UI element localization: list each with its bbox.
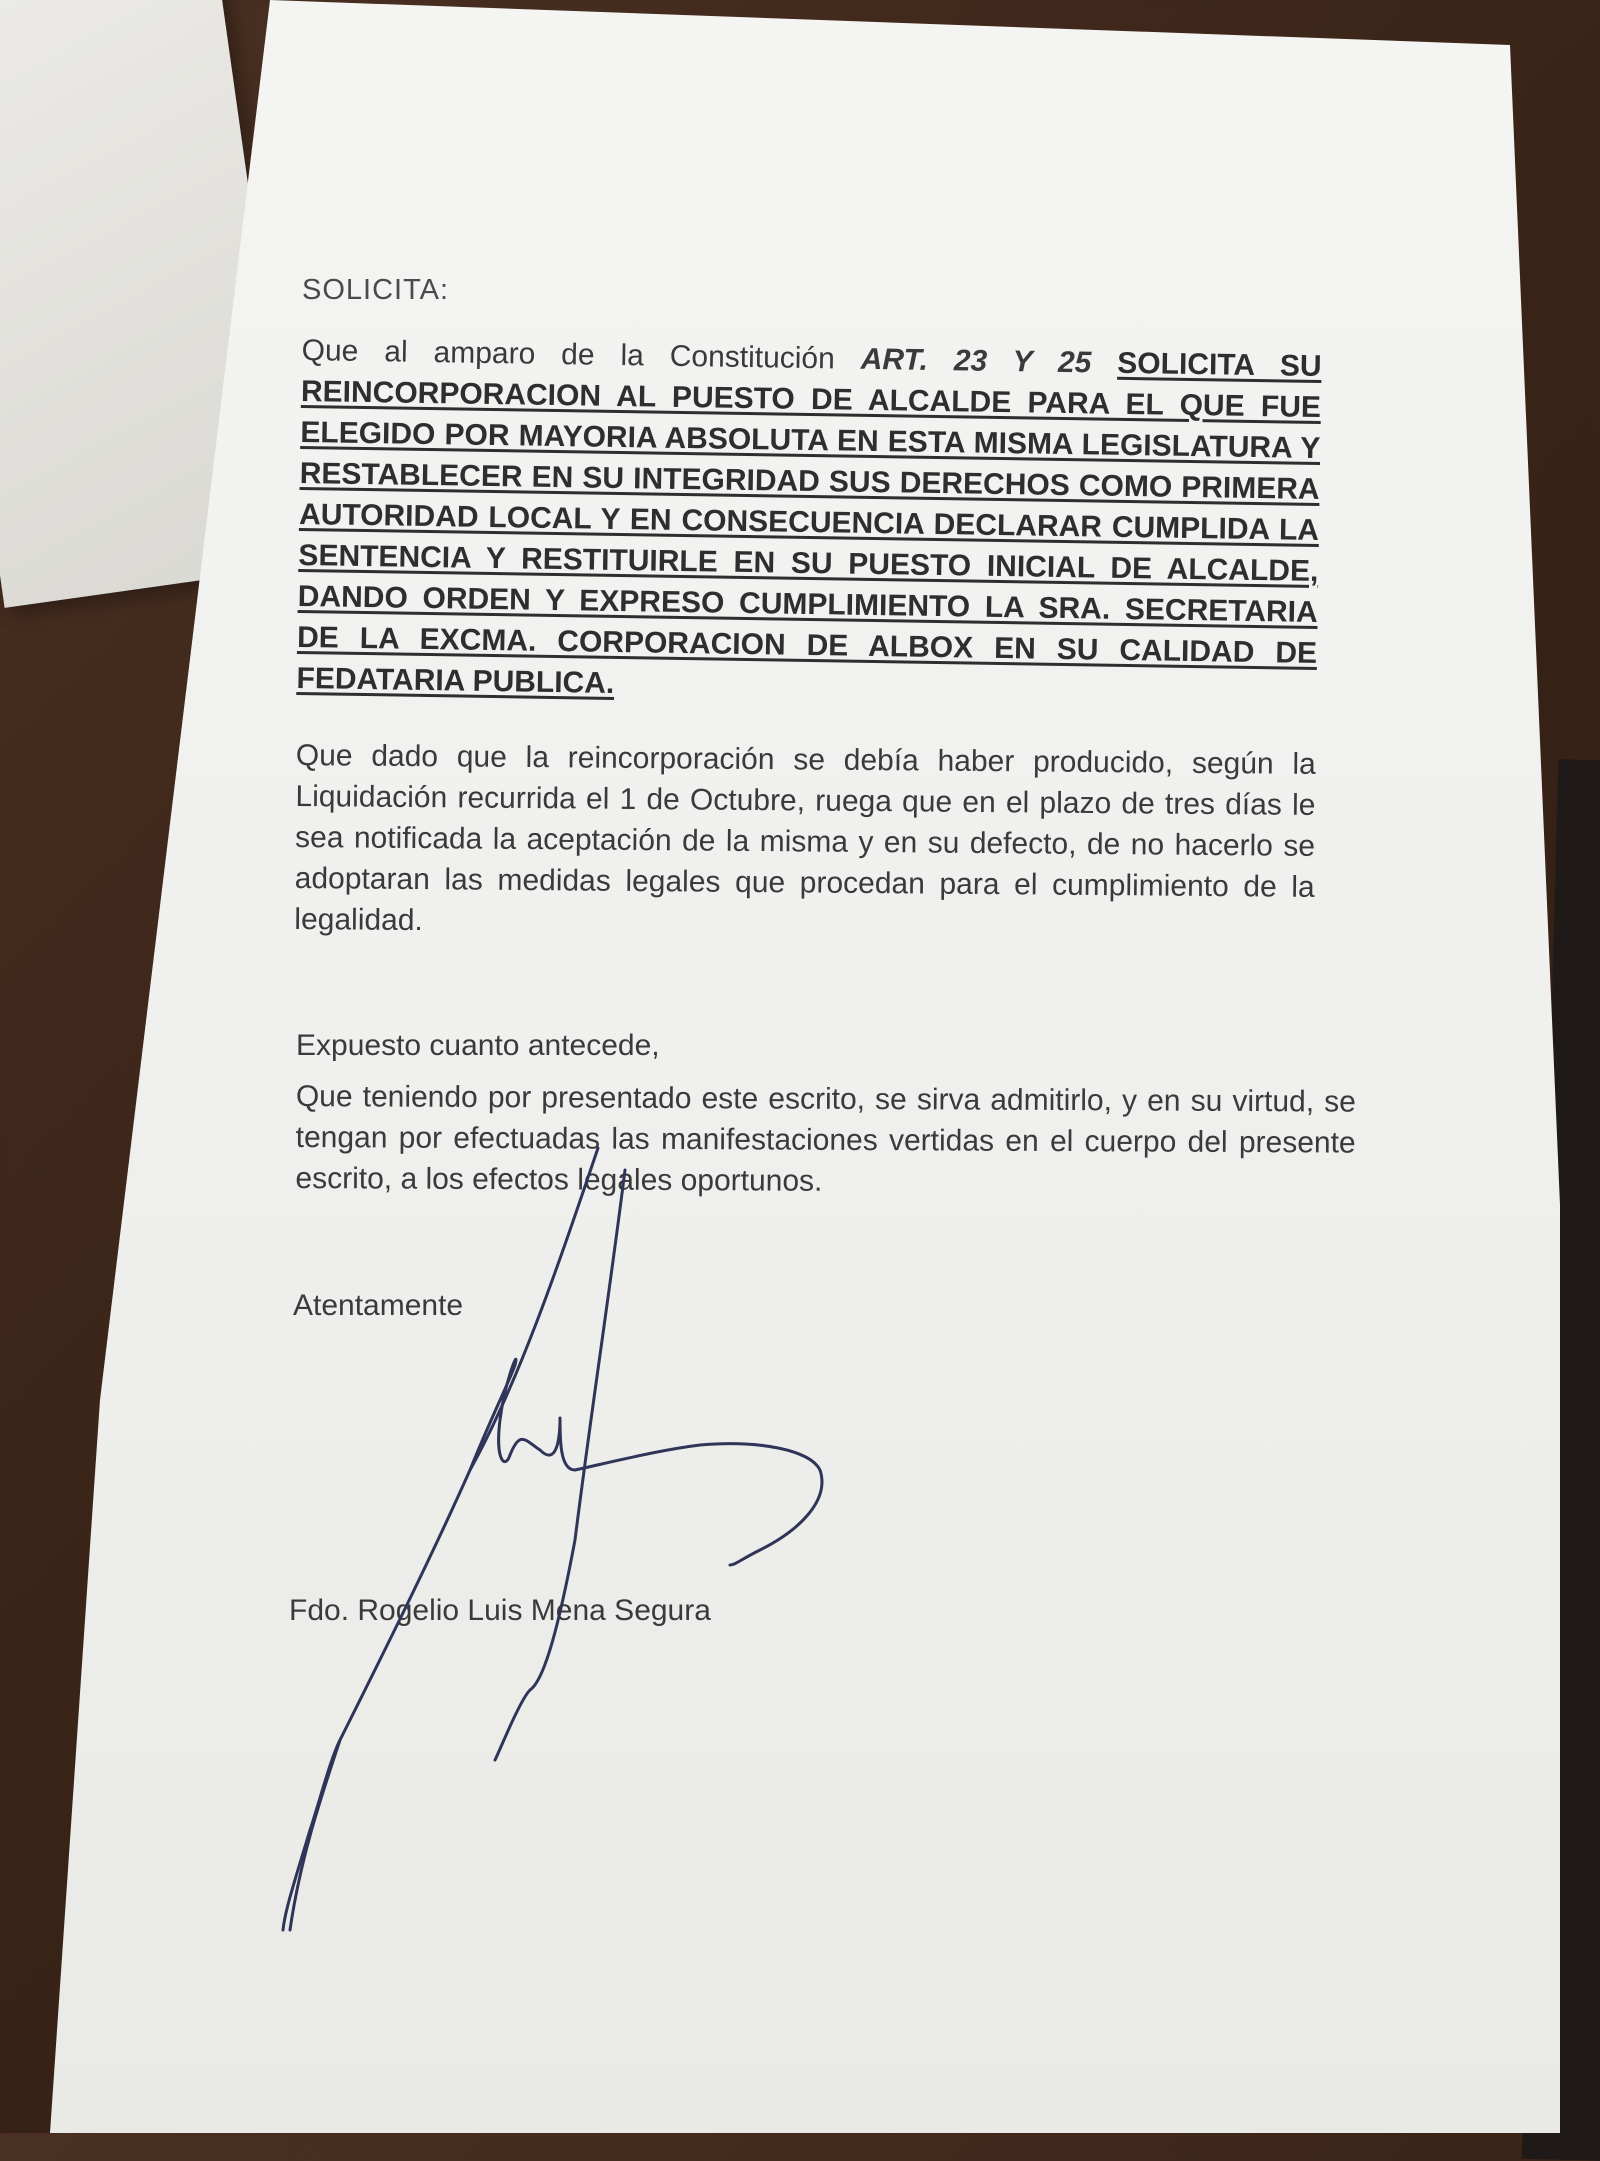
exposition-line: Expuesto cuanto antecede, [296, 1029, 660, 1062]
admission-paragraph: Que teniendo por presentado este escrito, se sirva admitirlo, y en su virtud, se tengan por efectuadas las manifestaciones vertidas en el cuerpo del presente escrito, a los efectos legales oportunos. [295, 1080, 1356, 1198]
reincorporation-paragraph: Que dado que la reincorporación se debía haber producido, según la Liquidación recurrida el 1 de Octubre, ruega que en el plazo de tres días le sea notificada la aceptación de la misma y en su defecto, de no hacerlo se adoptaran las medidas legales que procedan para el cumplimiento de la legalidad. [294, 738, 1316, 938]
document-page [40, 0, 1560, 2133]
signatory-name: Fdo. Rogelio Luis Mena Segura [289, 1594, 711, 1627]
document-heading: SOLICITA: [302, 274, 450, 306]
closing-text: Atentamente [293, 1289, 464, 1322]
request-underlined-text: SOLICITA SU REINCORPORACION AL PUESTO DE ALCALDE PARA EL QUE FUE ELEGIDO POR MAYORIA ABSOLUTA EN ESTA MISMA LEGISLATURA Y RESTABLECER EN SU INTEGRIDAD SUS DERECHOS COMO PRIMERA AUTORIDAD LOCAL Y EN CONSECUENCIA DECLARAR CUMPLIDA LA SENTENCIA Y RESTITUIRLE EN SU PUESTO INICIAL DE ALCALDE, DANDO ORDEN Y EXPRESO CUMPLIMIENTO LA SRA. SECRETARIA DE LA EXCMA. CORPORACION DE ALBOX EN SU CALIDAD DE FEDATARIA PUBLICA. [296, 346, 1322, 700]
request-intro: Que al amparo de la Constitución [301, 333, 836, 376]
article-reference: ART. 23 Y 25 [860, 342, 1092, 380]
request-paragraph [296, 330, 1322, 715]
